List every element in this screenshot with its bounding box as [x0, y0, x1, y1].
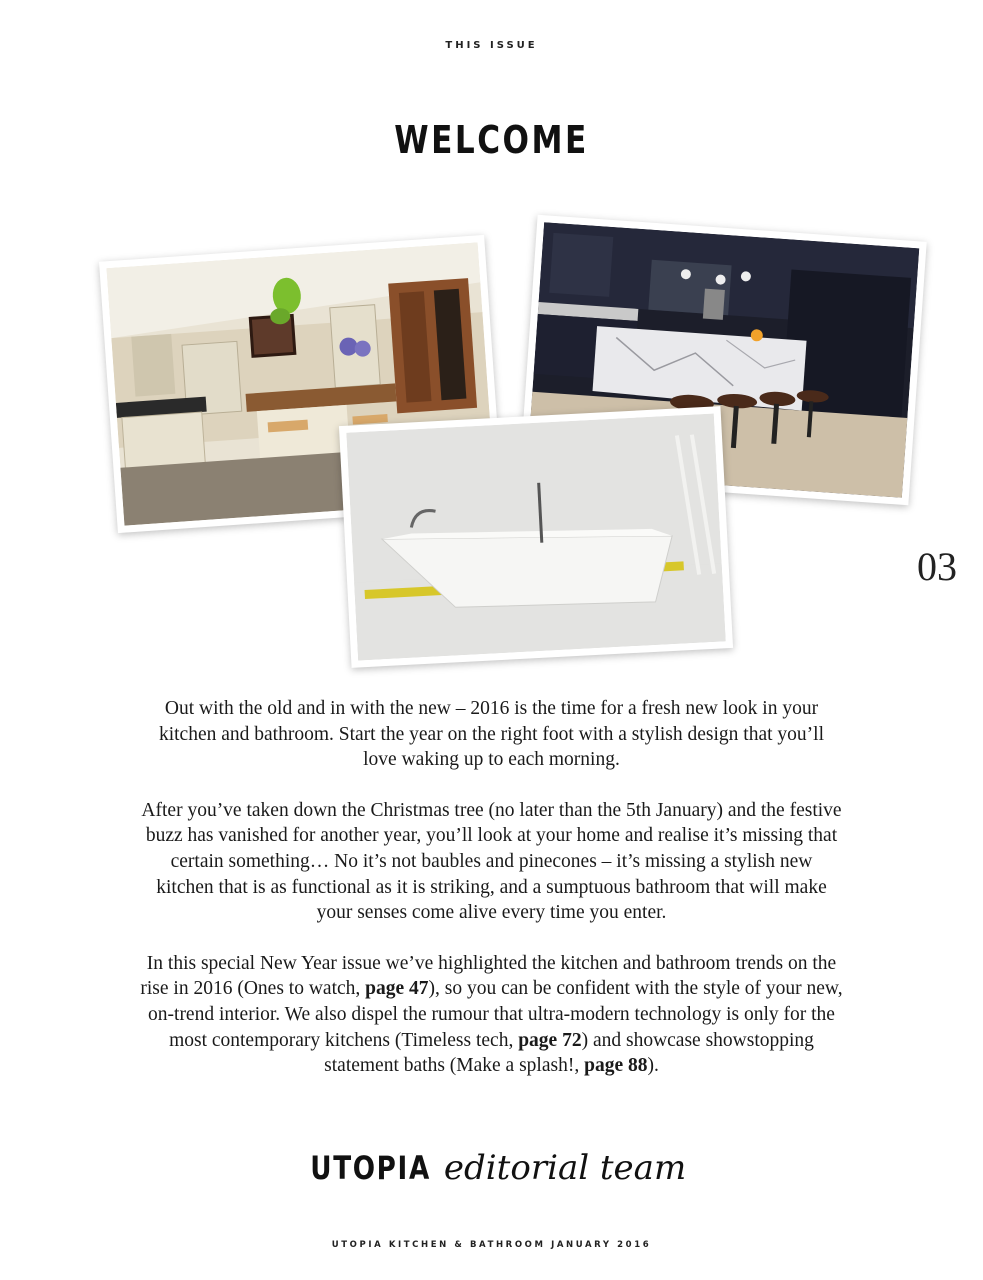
paragraph-3-text-c: ) and showcase showstopping statement baths (Make a splash!, [324, 1029, 814, 1077]
signoff-script: editorial team [443, 1148, 687, 1188]
paragraph-1: Out with the old and in with the new – 2016 is the time for a fresh new look in your kitchen and bathroom. Start the year on the right foot with a stylish design that you’ll love waking up to each morning. [158, 698, 825, 771]
signoff [0, 1148, 983, 1188]
paragraph-3-text-b: ), so you can be confident with the style of your new, on-trend interior. We also dispel the rumour that ultra-modern technology is only for the most contemporary kitchens (Timeless tech, [148, 978, 843, 1051]
editorial-body [140, 696, 843, 1104]
section-kicker: THIS ISSUE [445, 40, 538, 51]
paragraph-3-text-a: In this special New Year issue we’ve highlighted the kitchen and bathroom trends on the rise in 2016 (Ones to watch, [140, 952, 837, 1000]
paragraph-3 [140, 951, 843, 1079]
page-footer: UTOPIA KITCHEN & BATHROOM JANUARY 2016 [331, 1240, 652, 1250]
signoff-brand: UTOPIA [310, 1149, 431, 1187]
page-title: WELCOME [394, 118, 589, 162]
page-reference-72: page 72 [518, 1029, 582, 1051]
page-reference-88: page 88 [584, 1055, 648, 1077]
paragraph-2: After you’ve taken down the Christmas tree (no later than the 5th January) and the festive buzz has vanished for another year, you’ll look at your home and realise it’s missing that certain something… No it’s not baubles and pinecones – it’s missing a stylish new kitchen that is as functional as it is striking, and a sumptuous bathroom that will make your senses come alive every time you enter. [141, 799, 842, 924]
page-reference-47: page 47 [365, 978, 429, 1000]
bathroom-photo-bath [339, 406, 733, 668]
paragraph-3-text-d: ). [647, 1055, 659, 1077]
page-number: 03 [917, 544, 957, 589]
